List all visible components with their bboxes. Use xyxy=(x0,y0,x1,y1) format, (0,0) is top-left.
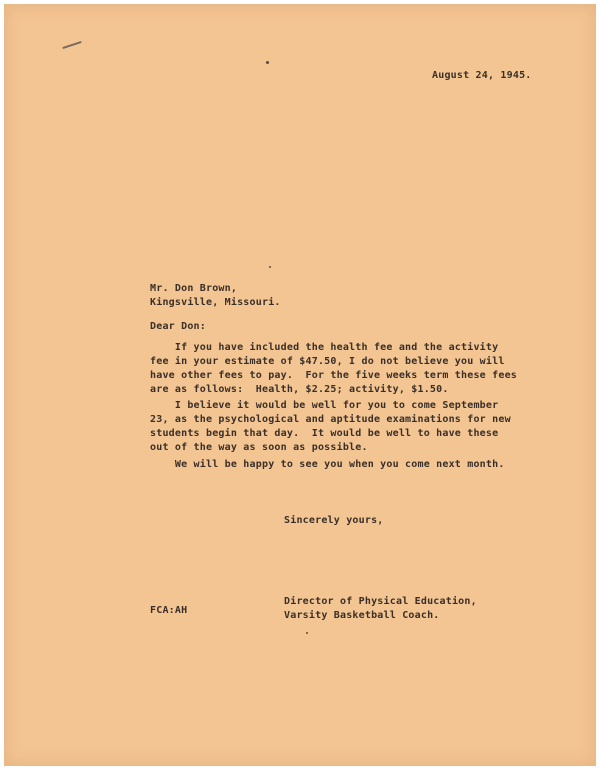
signature-title: Director of Physical Education, xyxy=(284,596,477,607)
closing: Sincerely yours, xyxy=(284,515,384,526)
paragraph-fees xyxy=(150,341,517,397)
signature-role: Varsity Basketball Coach. xyxy=(284,610,440,621)
recipient-address xyxy=(150,282,281,310)
letter-date: August 24, 1945. xyxy=(432,70,532,81)
recipient-name: Mr. Don Brown, xyxy=(150,283,238,294)
paragraph-line: We will be happy to see you when you come next month. xyxy=(150,459,505,470)
reference-initials: FCA:AH xyxy=(150,605,188,616)
paragraph-line: have other fees to pay. For the five weeks term these fees xyxy=(150,370,518,381)
paragraph-line: fee in your estimate of $47.50, I do not believe you will xyxy=(150,356,505,367)
paragraph-line: students begin that day. It would be well to have these xyxy=(150,428,499,439)
paragraph-line: are as follows: Health, $2.25; activity, $1.50. xyxy=(150,384,449,395)
ink-dot xyxy=(269,266,271,268)
pen-mark xyxy=(62,41,82,49)
paragraph-line: If you have included the health fee and the activity xyxy=(150,342,499,353)
letter-page xyxy=(4,4,596,766)
recipient-city: Kingsville, Missouri. xyxy=(150,297,281,308)
paragraph-welcome xyxy=(150,458,505,472)
paragraph-line: 23, as the psychological and aptitude examinations for new xyxy=(150,414,511,425)
paragraph-line: out of the way as soon as possible. xyxy=(150,442,368,453)
paragraph-line: I believe it would be well for you to come September xyxy=(150,400,499,411)
paragraph-arrival xyxy=(150,399,511,455)
signature-block xyxy=(284,595,477,623)
salutation: Dear Don: xyxy=(150,321,206,332)
ink-dot xyxy=(266,61,269,64)
ink-dot xyxy=(306,632,308,634)
